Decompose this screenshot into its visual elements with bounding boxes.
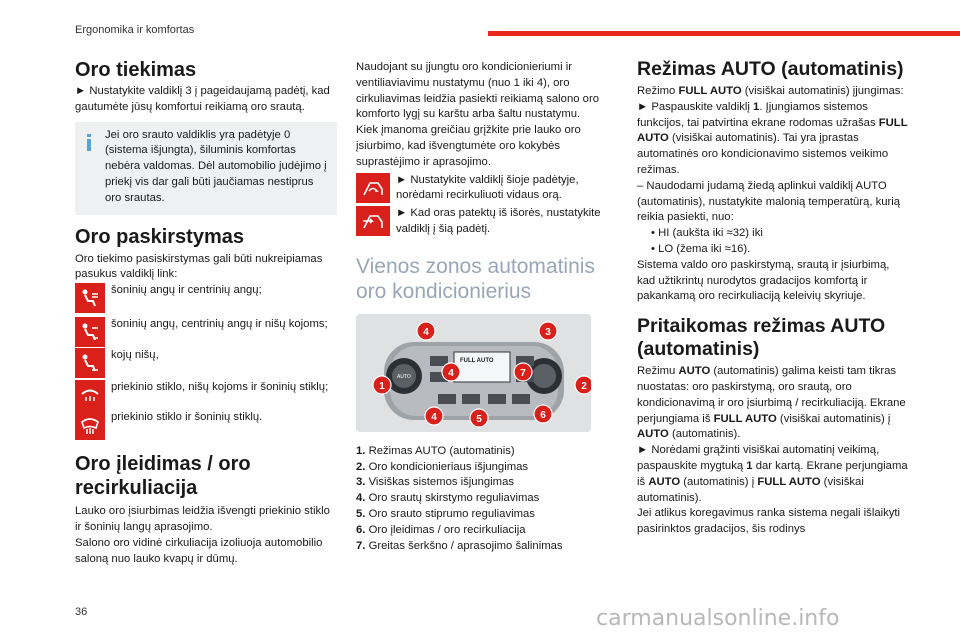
outside-air-icon (356, 206, 390, 236)
intake-text-2: Salono oro vidinė cirkuliacija izoliuoja automobilio saloną nuo lauko kvapų ir dūmų. (75, 536, 323, 565)
vent-feet-icon (75, 348, 105, 378)
auto-p4: Sistema valdo oro paskirstymą, srautą ir įsiurbimą, kad užtikrintų nurodytos gradacijos komfortą ir pakankamą oro recirkuliaciją keleivių skyriuje. (637, 258, 890, 303)
auto-p1: Režimo FULL AUTO (visiškai automatinis) įjungimas: (637, 85, 904, 97)
distribution-intro: Oro tiekimo pasiskirstymas gali būti nukreipiamas pasukus valdiklį link: (75, 252, 323, 281)
page-number: 36 (75, 606, 88, 618)
recirc-text: ► Nustatykite valdiklį šioje padėtyje, norėdami recirkuliuoti vidaus orą. (396, 173, 579, 202)
recirc-intro: Naudojant su įjungtu oro kondicionieriumi ir ventiliaviavimu nustatymu (nuo 1 iki 4), oro cirkuliavimas leidžia pasiekti reikiamą salono oro komforto lygį su karštu arba šaltu nustatymu. (356, 61, 599, 121)
dist-item-label: kojų nišų, (111, 349, 159, 362)
dist-item (75, 283, 337, 313)
running-header: Ergonomika ir komfortas (75, 24, 195, 36)
panel-legend (356, 444, 618, 555)
adapt-p3: Jei atlikus koregavimus ranka sistema negali išlaikyti pasirinktos gradacijos, šis rodinys (637, 507, 901, 536)
outside-row (356, 206, 618, 238)
dist-item (75, 410, 337, 440)
panel-marker: 4 (423, 326, 429, 338)
panel-auto-button: AUTO (397, 373, 411, 380)
intake-text: Lauko oro įsiurbimas leidžia išvengti priekinio stiklo ir šoninių langų aprasojimo. (75, 505, 330, 533)
legend-item: 3. Visiškas sistemos išjungimas (356, 476, 515, 489)
heading-adaptive-auto: Pritaikomas režimas AUTO (automatinis) (637, 315, 886, 361)
dist-item-label: šoninių angų, centrinių angų ir nišų kojoms; (111, 318, 328, 331)
auto-p2: ► Paspauskite valdiklį 1. Įjungiamos sistemos funkcijos, tai patvirtina ekrane rodomas užrašas FULL AUTO (visiškai automatinis). Tai yra įprastas automatinės oro kondicionavimo sistemos veikimo režimas. (637, 100, 908, 176)
panel-marker: 7 (520, 367, 526, 379)
panel-marker: 4 (448, 367, 454, 379)
heading-air-intake: Oro įleidimas / oro recirkuliacija (75, 453, 251, 500)
dist-item-label: šoninių angų ir centrinių angų; (111, 284, 262, 297)
info-box (75, 122, 337, 215)
heading-air-supply: Oro tiekimas (75, 59, 197, 81)
adapt-p2: ► Norėdami grąžinti visiškai automatinį veikimą, paspauskite mygtuką 1 dar kartą. Ekrane perjungiama iš AUTO (automatinis) į FULL AUTO (visiškai automatinis). (637, 444, 908, 504)
supply-text: ► Nustatykite valdiklį 3 į pageidaujamą padėtį, kad gautumėte jūsų komfortui reikiamą oro srautą. (75, 85, 330, 113)
auto-bullet-lo: • LO (žema iki ≈16). (651, 242, 751, 255)
header-accent-bar (488, 31, 960, 36)
climate-panel-drawing (356, 314, 591, 432)
dist-item (75, 348, 337, 378)
legend-item: 6. Oro įleidimas / oro recirkuliacija (356, 523, 526, 536)
dist-item-label: priekinio stiklo ir šoninių stiklų. (111, 411, 263, 424)
legend-item: 2. Oro kondicionieriaus išjungimas (356, 460, 529, 473)
recirc-row (356, 173, 618, 205)
dist-item-label: priekinio stiklo, nišų kojoms ir šoninių stiklų; (111, 381, 329, 394)
column-1 (75, 58, 337, 567)
dist-item (75, 317, 337, 347)
defrost-feet-icon (75, 380, 105, 410)
legend-item: 5. Oro srauto stiprumo reguliavimas (356, 507, 535, 520)
legend-item: 4. Oro srautų skirstymo reguliavimas (356, 492, 540, 505)
heading-air-distribution: Oro paskirstymas (75, 225, 244, 248)
panel-marker: 4 (431, 411, 437, 423)
auto-p3: – Naudodami judamą žiedą aplinkui valdiklį AUTO (automatinis), nustatykite malonią temperatūrą, kurią reikia pasiekti, nuo: (637, 179, 901, 224)
panel-marker: 1 (379, 380, 385, 392)
legend-item: 1. Režimas AUTO (automatinis) (356, 444, 515, 457)
panel-marker: 3 (545, 326, 551, 338)
recirc-intro-2: Kiek įmanoma greičiau grįžkite prie lauko oro įsiurbimo, kad išvengtumėte oro kokybės suprastėjimo ir aprasojimo. (356, 124, 581, 168)
watermark: carmanualsonline.info (596, 606, 840, 631)
panel-marker: 6 (540, 409, 546, 421)
info-text: Jei oro srauto valdiklis yra padėtyje 0 (sistema išjungta), šiluminis komfortas nebėra valdomas. Dėl automobilio judėjimo į priekį vis dar gali būti jaučiamas nestiprus oro srautas. (105, 128, 327, 204)
auto-bullet-hi: • HI (aukšta iki ≈32) iki (651, 227, 763, 240)
climate-panel-image (356, 314, 591, 432)
info-icon (85, 134, 93, 151)
panel-marker: 5 (476, 413, 482, 425)
vent-face-feet-icon (75, 317, 105, 347)
recirculation-icon (356, 173, 390, 203)
legend-item: 7. Greitas šerkšno / aprasojimo šalinimas (356, 539, 563, 552)
vent-face-icon (75, 283, 105, 313)
outside-text: ► Kad oras patektų iš išorės, nustatykite valdiklį į šią padėtį. (396, 207, 601, 235)
heading-auto-mode: Režimas AUTO (automatinis) (637, 58, 904, 80)
defrost-icon (75, 410, 105, 440)
panel-marker: 2 (581, 380, 587, 392)
adapt-p1: Režimu AUTO (automatinis) galima keisti tam tikras nuostatas: oro paskirstymą, oro srautą, oro kondicionavimą ir oro įsiurbimą / recirkuliaciją. Ekrane perjungiama iš FULL AUTO (visiškai automatinis) į AUTO (automatinis). (637, 365, 906, 441)
column-2 (356, 60, 618, 554)
panel-display-text: FULL AUTO (460, 357, 494, 364)
column-3 (637, 58, 909, 538)
heading-single-zone-ac: Vienos zonos automatinis oro kondicionierius (356, 254, 595, 303)
dist-item (75, 380, 337, 410)
